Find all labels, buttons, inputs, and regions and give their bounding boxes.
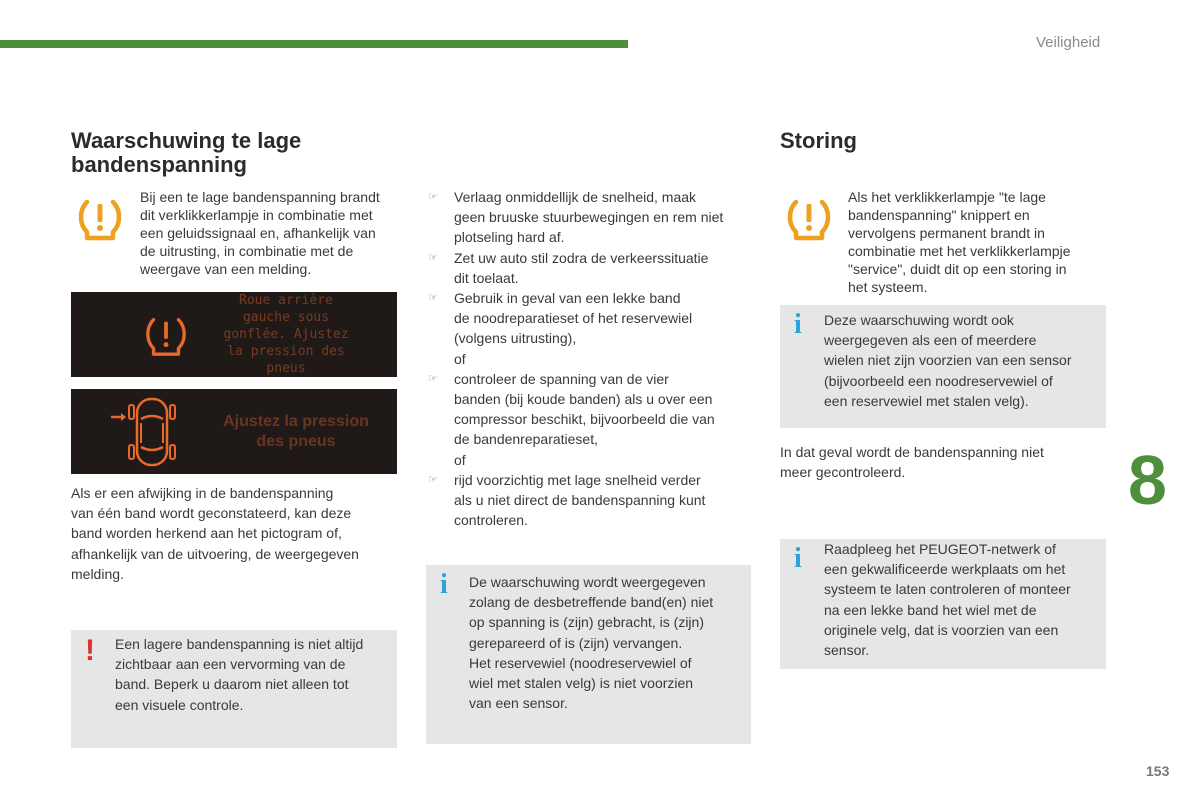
left-intro-line: Bij een te lage bandenspanning brandt — [140, 189, 380, 205]
info-icon: i — [440, 569, 448, 600]
warning-note-line: Een lagere bandenspanning is niet altijd — [115, 636, 364, 652]
left-para-line: afhankelijk van de uitvoering, de weergegeven — [71, 545, 359, 562]
section-label: Veiligheid — [1036, 34, 1101, 51]
info-note-line: gerepareerd of is (zijn) vervangen. — [469, 634, 683, 651]
list-item-line: of — [454, 451, 466, 468]
info-note-line: De waarschuwing wordt weergegeven — [469, 574, 706, 590]
list-item-line: compressor beschikt, bijvoorbeeld die van — [454, 411, 715, 428]
list-item-line: controleer de spanning van de vier — [454, 370, 669, 387]
display-message-line: pneus — [266, 361, 306, 376]
right-intro-line: bandenspanning" knippert en — [848, 207, 1030, 223]
list-item-line: controleren. — [454, 512, 528, 529]
list-item-line: geen bruuske stuurbewegingen en rem niet — [454, 209, 724, 226]
warning-note-line: een visuele controle. — [115, 696, 244, 713]
page-number: 153 — [1146, 763, 1170, 779]
dashboard-display-message — [71, 292, 397, 377]
list-item — [426, 248, 756, 288]
display-car-line: des pneus — [256, 433, 336, 450]
info-note-line: Deze waarschuwing wordt ook — [824, 312, 1014, 328]
info-note-line: originele velg, dat is voorzien van een — [824, 621, 1059, 638]
right-intro-line: Als het verklikkerlampje "te lage — [848, 189, 1046, 205]
pointing-hand-icon: ☞ — [428, 251, 438, 264]
info-note-line: (bijvoorbeeld een noodreservewiel of — [824, 372, 1053, 389]
middle-bullet-list — [426, 187, 756, 530]
list-item-line: Zet uw auto stil zodra de verkeerssituatie — [454, 249, 709, 266]
left-intro-line: dit verklikkerlampje in combinatie met — [140, 207, 373, 223]
left-para-line: Als er een afwijking in de bandenspanning — [71, 485, 334, 501]
left-intro — [140, 188, 405, 278]
left-intro-line: de uitrusting, in combinatie met de — [140, 243, 354, 259]
list-item-line: Gebruik in geval van een lekke band — [454, 290, 681, 307]
info-note-line: een gekwalificeerde werkplaats om het — [824, 561, 1066, 578]
display-message-line: gonflée. Ajustez — [223, 327, 349, 342]
info-note-line: een reservewiel met stalen velg). — [824, 392, 1029, 409]
list-item-line: rijd voorzichtig met lage snelheid verder — [454, 471, 701, 488]
pointing-hand-icon: ☞ — [428, 473, 438, 486]
left-para-line: melding. — [71, 565, 124, 582]
info-note-box — [780, 539, 1106, 669]
list-item — [426, 369, 756, 470]
list-item-line: de bandenreparatieset, — [454, 431, 598, 448]
warning-note-line: zichtbaar aan een vervorming van de — [115, 656, 346, 673]
info-note-line: van een sensor. — [469, 695, 568, 712]
left-intro-line: weergave van een melding. — [140, 261, 312, 277]
list-item — [426, 470, 756, 531]
right-para-line: In dat geval wordt de bandenspanning niet — [780, 444, 1044, 460]
info-note-line: na een lekke band het wiel met de — [824, 601, 1037, 618]
list-item-line: als u niet direct de bandenspanning kunt — [454, 492, 706, 509]
info-note-text — [824, 539, 1106, 660]
left-title-line1: Waarschuwing te lage — [71, 128, 302, 153]
left-title — [71, 129, 401, 177]
info-note-text — [469, 572, 749, 713]
right-intro-line: vervolgens permanent brandt in — [848, 225, 1045, 241]
left-para-line: van één band wordt geconstateerd, kan deze — [71, 505, 352, 522]
warning-note-box — [71, 630, 397, 748]
right-intro-line: combinatie met het verklikkerlampje — [848, 243, 1071, 259]
left-para-line: band worden herkend aan het pictogram of, — [71, 525, 342, 542]
warning-note-text — [115, 634, 397, 715]
dashboard-display-car — [71, 389, 397, 474]
info-note-line: wielen niet zijn voorzien van een sensor — [824, 352, 1072, 369]
pointing-hand-icon: ☞ — [428, 372, 438, 385]
list-item-line: plotseling hard af. — [454, 229, 565, 246]
right-title: Storing — [780, 128, 857, 153]
tire-pressure-warning-icon — [75, 194, 125, 242]
info-note-line: Raadpleeg het PEUGEOT-netwerk of — [824, 541, 1056, 557]
info-note-box — [780, 305, 1106, 428]
car-tire-icon — [107, 395, 197, 474]
right-paragraph — [780, 442, 1110, 482]
list-item — [426, 288, 756, 369]
info-note-box — [426, 565, 751, 744]
left-title-line2: bandenspanning — [71, 152, 247, 177]
right-intro — [848, 188, 1113, 296]
display-car-text — [196, 412, 396, 452]
right-para-line: meer gecontroleerd. — [780, 464, 906, 481]
list-item-line: of — [454, 350, 466, 367]
list-item-line: Verlaag onmiddellijk de snelheid, maak — [454, 189, 697, 205]
pointing-hand-icon: ☞ — [428, 292, 438, 305]
info-note-line: op spanning is (zijn) gebracht, is (zijn) — [469, 614, 704, 631]
right-intro-line: "service", duidt dit op een storing in — [848, 261, 1067, 277]
left-intro-line: een geluidssignaal en, afhankelijk van — [140, 225, 376, 241]
info-note-text — [824, 310, 1106, 411]
display-message-line: Roue arrière — [239, 293, 333, 308]
chapter-number: 8 — [1128, 441, 1167, 519]
display-message-text — [211, 292, 361, 377]
info-note-line: systeem te laten controleren of monteer — [824, 581, 1071, 598]
tire-pressure-warning-icon — [141, 312, 191, 363]
header-green-bar — [0, 40, 628, 48]
info-icon: i — [794, 543, 802, 574]
list-item — [426, 187, 756, 248]
display-car-line: Ajustez la pression — [223, 413, 369, 430]
info-note-line: zolang de desbetreffende band(en) niet — [469, 594, 714, 611]
info-note-line: weergegeven als een of meerdere — [824, 332, 1037, 349]
info-icon: i — [794, 309, 802, 340]
list-item-line: (volgens uitrusting), — [454, 330, 577, 347]
right-intro-line: het systeem. — [848, 279, 928, 295]
list-item-line: dit toelaat. — [454, 269, 519, 286]
display-message-line: la pression des — [227, 344, 345, 359]
list-item-line: banden (bij koude banden) als u over een — [454, 391, 713, 408]
left-paragraph — [71, 483, 401, 584]
info-note-line: sensor. — [824, 642, 870, 659]
display-message-line: gauche sous — [242, 310, 330, 325]
info-note-line: Het reservewiel (noodreservewiel of — [469, 654, 692, 671]
pointing-hand-icon: ☞ — [428, 191, 438, 203]
list-item-line: de noodreparatieset of het reservewiel — [454, 310, 693, 327]
tire-pressure-warning-icon — [784, 194, 834, 242]
warning-note-line: band. Beperk u daarom niet alleen tot — [115, 676, 349, 693]
warning-exclamation-icon: ! — [85, 634, 95, 667]
info-note-line: wiel met stalen velg) is niet voorzien — [469, 675, 694, 692]
